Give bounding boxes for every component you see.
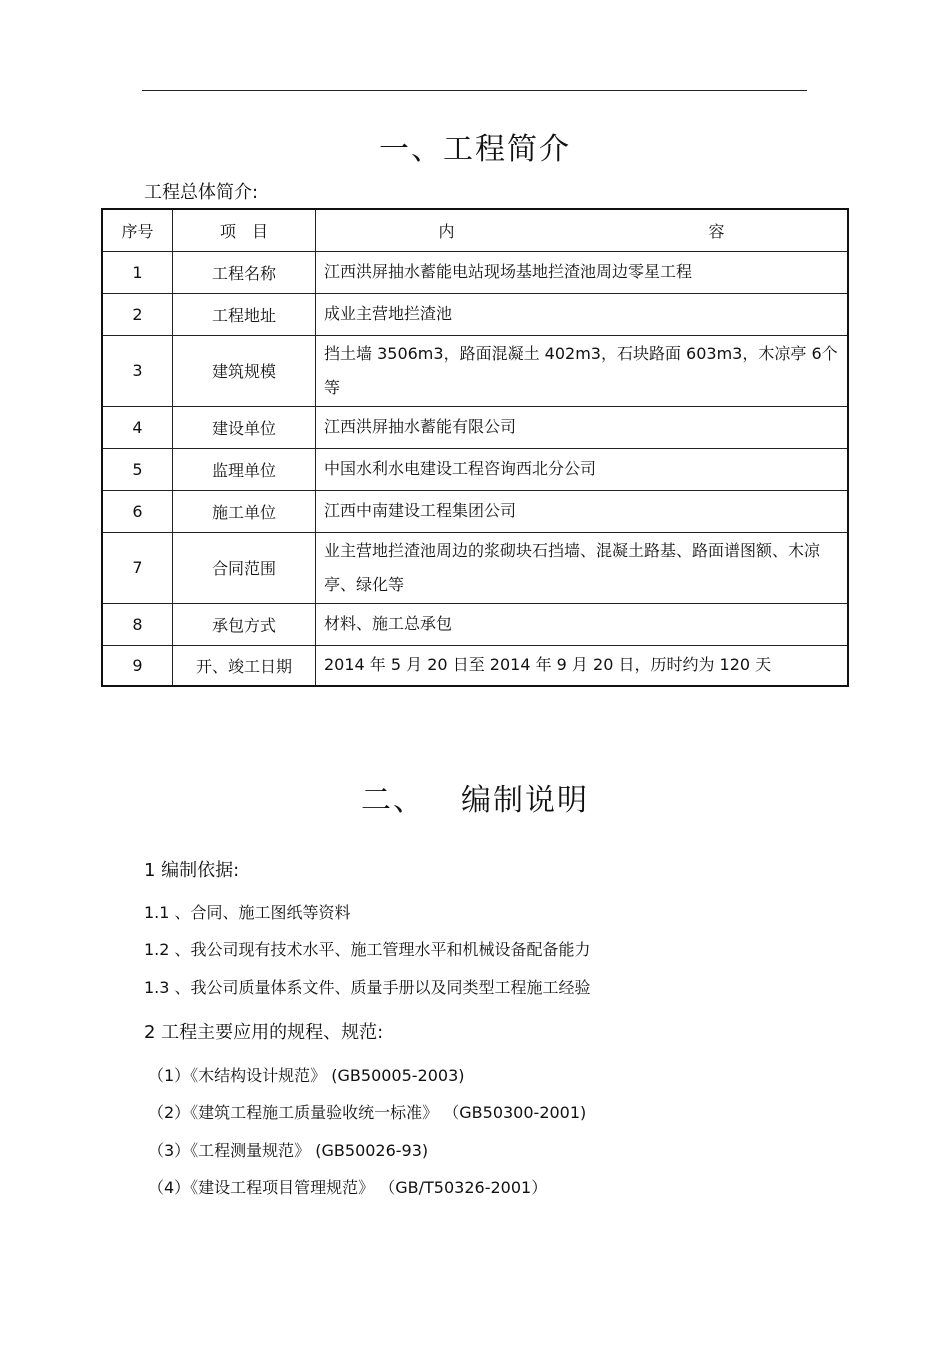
section-1-subtitle: 工程总体简介: xyxy=(144,182,259,203)
standard-item: （4）《建设工程项目管理规范》 （GB/T50326-2001） xyxy=(148,1178,548,1197)
row-no: 7 xyxy=(102,532,173,603)
row-content: 江西洪屏抽水蓄能有限公司 xyxy=(316,406,849,448)
row-content: 业主营地拦渣池周边的浆砌块石挡墙、混凝土路基、路面谱图额、木凉亭、绿化等 xyxy=(316,532,849,603)
header-no: 序号 xyxy=(102,209,173,251)
row-no: 1 xyxy=(102,251,173,293)
row-content: 挡土墙 3506m3，路面混凝土 402m3，石块路面 603m3，木凉亭 6个等 xyxy=(316,335,849,406)
table-row xyxy=(102,448,848,490)
row-content: 江西中南建设工程集团公司 xyxy=(316,490,849,532)
row-no: 4 xyxy=(102,406,173,448)
row-item: 监理单位 xyxy=(173,448,316,490)
row-no: 2 xyxy=(102,293,173,335)
section-2-title xyxy=(0,775,950,819)
row-item: 施工单位 xyxy=(173,490,316,532)
row-no: 9 xyxy=(102,645,173,686)
table-row xyxy=(102,293,848,335)
section-2-title-text: 编制说明 xyxy=(461,783,589,818)
row-no: 5 xyxy=(102,448,173,490)
row-item: 工程地址 xyxy=(173,293,316,335)
row-content: 成业主营地拦渣池 xyxy=(316,293,849,335)
table-row xyxy=(102,532,848,603)
header-content-part2: 容 xyxy=(708,221,725,241)
table-row xyxy=(102,251,848,293)
row-content: 中国水利水电建设工程咨询西北分公司 xyxy=(316,448,849,490)
table-row xyxy=(102,603,848,645)
row-item: 建筑规模 xyxy=(173,335,316,406)
standard-item: （2）《建筑工程施工质量验收统一标准》 （GB50300-2001) xyxy=(148,1103,587,1122)
header-rule xyxy=(142,90,807,91)
row-item: 建设单位 xyxy=(173,406,316,448)
row-no: 6 xyxy=(102,490,173,532)
project-info-table xyxy=(101,208,849,687)
row-content: 2014 年 5 月 20 日至 2014 年 9 月 20 日，历时约为 120 天 xyxy=(316,645,849,686)
standards-heading: 2 工程主要应用的规程、规范: xyxy=(144,1022,384,1043)
table-row xyxy=(102,490,848,532)
row-item: 工程名称 xyxy=(173,251,316,293)
basis-heading: 1 编制依据: xyxy=(144,860,240,881)
header-content xyxy=(316,209,849,251)
section-1-title: 一、工程简介 xyxy=(379,132,571,167)
row-content: 材料、施工总承包 xyxy=(316,603,849,645)
table-header-row xyxy=(102,209,848,251)
basis-item: 1.2 、我公司现有技术水平、施工管理水平和机械设备配备能力 xyxy=(144,940,591,959)
standard-item: （3）《工程测量规范》 (GB50026-93) xyxy=(148,1141,429,1160)
row-item: 承包方式 xyxy=(173,603,316,645)
row-no: 3 xyxy=(102,335,173,406)
section-2-title-number: 二、 xyxy=(361,783,425,818)
header-content-part1: 内 xyxy=(438,221,455,241)
row-content: 江西洪屏抽水蓄能电站现场基地拦渣池周边零星工程 xyxy=(316,251,849,293)
row-no: 8 xyxy=(102,603,173,645)
basis-item: 1.3 、我公司质量体系文件、质量手册以及同类型工程施工经验 xyxy=(144,978,591,997)
basis-item: 1.1 、合同、施工图纸等资料 xyxy=(144,903,351,922)
table-row xyxy=(102,335,848,406)
table-row xyxy=(102,406,848,448)
table-row xyxy=(102,645,848,686)
header-item: 项 目 xyxy=(173,209,316,251)
row-item: 开、竣工日期 xyxy=(173,645,316,686)
row-item: 合同范围 xyxy=(173,532,316,603)
standard-item: （1）《木结构设计规范》 (GB50005-2003) xyxy=(148,1066,465,1085)
